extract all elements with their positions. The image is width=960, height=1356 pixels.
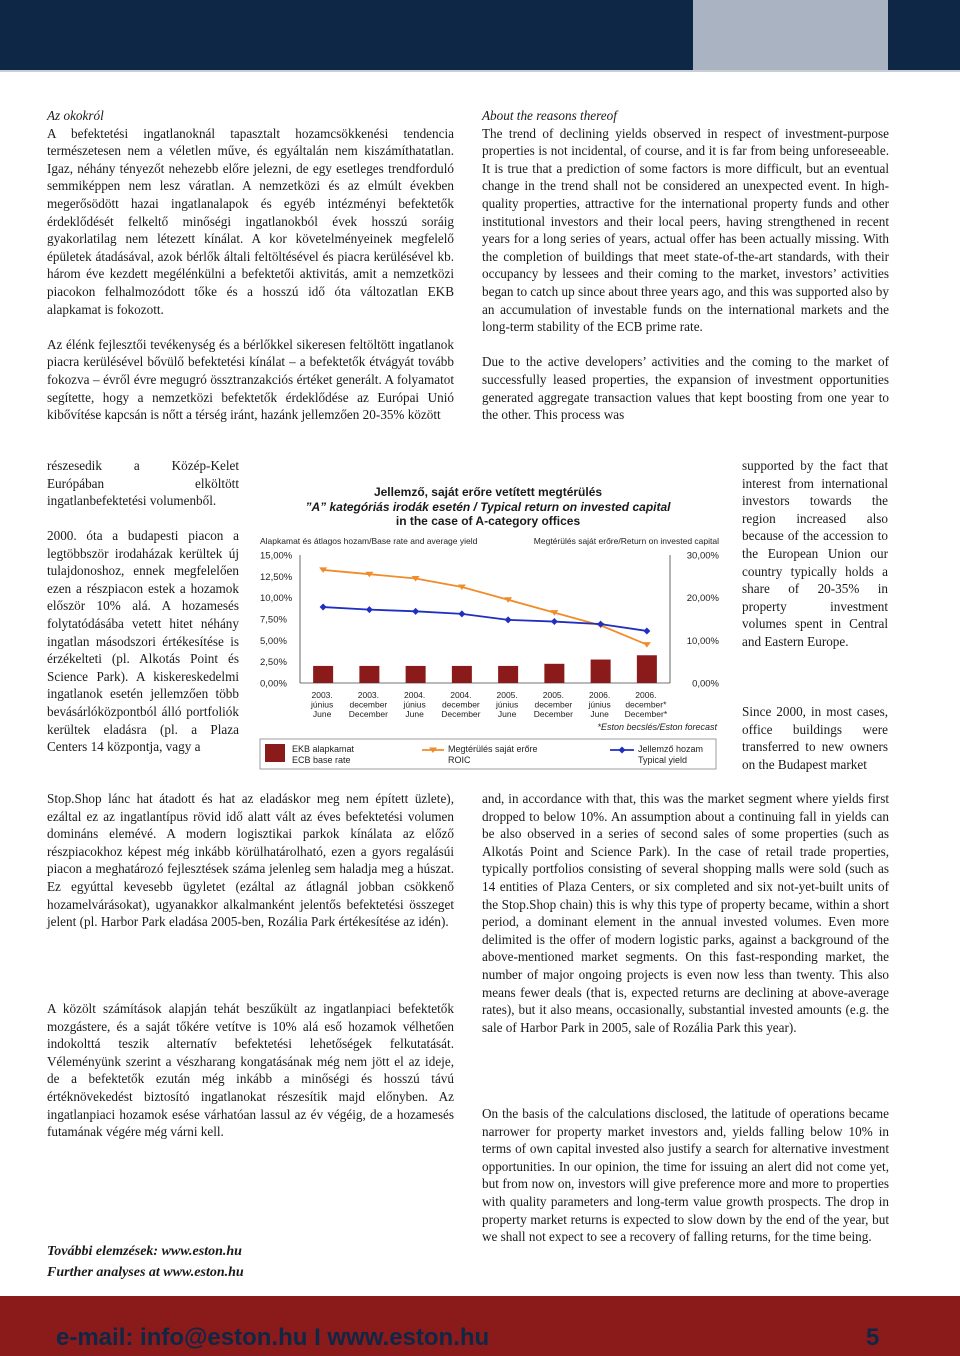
bar-ecb-base-rate [359,666,379,683]
paragraph-en-4-box [482,1105,889,1246]
legend-swatch-ecb [265,744,285,762]
x-tick-label: December* [624,709,668,719]
legend-ecb-label-1: EKB alapkamat [292,744,355,754]
legend-marker-typical-yield [619,747,626,754]
x-tick-label: június [588,699,611,710]
x-tick-label: december [534,699,573,710]
x-tick-label: 2005. [496,690,518,700]
legend-typical-yield-label-2: Typical yield [638,755,688,765]
x-tick-label: December [441,709,481,719]
x-tick-label: december [349,699,388,710]
header-divider [0,70,960,72]
paragraph-hu-4-box [47,1000,454,1141]
point-typical-yield [458,610,465,617]
paragraph-hu-2b-box [47,457,239,510]
paragraph-en-3b: and, in accordance with that, this was the market segment where yields first dropped to below 10%. An assumption about a continuing fall in yields can be also observed in a series of second sales of some properties (such as Alkotás Point and Science Park). In the case of retail trade properties, typically portfolios consisting of several shopping malls were sold (such as 14 entities of Plaza Centers, or six completed and six not-yet-built units of the Stop.Shop chain) this is why this type of property became, within a short period, a dominant element in the annual invested volumes. Even more delimited is the offer of modern logistic parks, against a background of the above-mentioned market segments. On this fast-responding market, the number of major ongoing projects is even now less than twenty. This also means fewer deals (that is, expected returns are declining at above-average rates), but it also means, occasionally, substantial invested amounts (e.g. the sale of Harbor Park in 2005, sale of Rozália Park this year). [482,791,889,1035]
left-tick-label: 2,50% [260,657,287,669]
x-tick-label: 2004. [450,690,472,700]
right-tick-label: 0,00% [692,678,719,690]
paragraph-en-2b: supported by the fact that interest from international investors towards the region increased also because of the accession to the European Union our country typically holds a share of 20-35% in property investment volumes spent in Central and Eastern Europe. [742,458,888,649]
legend-roic-label-1: Megtérülés saját erőre [448,744,538,754]
x-tick-label: December [533,709,573,719]
footer-contact [56,1324,489,1352]
yield-chart [250,482,726,782]
point-typical-yield [505,616,512,623]
x-tick-label: június [311,699,334,710]
x-tick-label: December [348,709,388,719]
left-tick-label: 10,00% [260,593,293,605]
paragraph-en-3a-box [742,703,888,773]
left-tick-label: 12,50% [260,571,293,583]
legend-typical-yield-label-1: Jellemző hozam [638,744,704,754]
further-analyses [47,1241,244,1283]
x-tick-label: 2006. [588,690,611,700]
right-tick-label: 20,00% [686,593,719,605]
section-heading-hu: Az okokról [47,108,104,123]
chart-title-line-1: Jellemző, saját erőre vetített megtérülés [373,485,603,499]
paragraph-hu-1: A befektetési ingatlanoknál tapasztalt hozamcsökkenési tendencia természetesen nem a véletlen műve, és egyáltalán nem kiszámíthatatlan. Igaz, néhány tényezőt nehezebb előre jelezni, de egy esetleges trendforduló semmiképpen nem lesz váratlan. A nemzetközi és az elmúlt években megerősödött hazai ingatlanalapok és egyéb intézményi befektetők érdeklődését felkeltő minőségi ingatlanokból évek hosszú soráig gyakorlatilag nem létezett kínálat. A kor követelményeinek megfelelő épületek átadásával, azok bérlők általi feltöltésével és piacra kerülésével kb. három éve kezdett megélénkülni a befektetői aktivitás, amit a nemzetközi piacokon felhalmozódott tőke és a hosszú idő óta változatlan EKB alapkamat is fokozott. [47,125,454,317]
point-roic [643,642,651,648]
legend-ecb-label-2: ECB base rate [292,755,351,765]
bar-ecb-base-rate [637,655,657,683]
point-typical-yield [412,608,419,615]
footer-email[interactable]: e-mail: info@eston.hu [56,1324,308,1351]
chart-footnote: *Eston becslés/Eston forecast [597,722,717,732]
hungarian-column [47,107,454,424]
x-tick-label: június [496,699,519,710]
paragraph-en-3a: Since 2000, in most cases, office buildings were transferred to new owners on the Budapest market [742,704,888,772]
bar-ecb-base-rate [452,666,472,683]
bar-ecb-base-rate [313,666,333,683]
paragraph-hu-3b-box [47,790,454,931]
chart-title-line-3: in the case of A-category offices [395,514,581,528]
x-tick-label: 2003. [311,690,333,700]
chart-title-line-2: ”A” kategóriás irodák esetén / Typical return on invested capital [305,499,671,514]
paragraph-hu-2b: részesedik a Közép-Kelet Európában elköltött ingatlanbefektetési volumenből. [47,458,239,509]
right-axis-title: Megtérülés saját erőre/Return on invested capital [533,536,719,546]
x-tick-label: 2003. [357,690,380,700]
paragraph-hu-2a: Az élénk fejlesztői tevékenység és a bérlőkkel sikeresen feltöltött ingatlanok piacra kerülésével bővülő befektetési kínálat – a befektetők étvágyát tovább fokozva – évről évre megugró össztranzakciós értéket generált. A folyamatot segítette, hogy a nemzetközi befektetők érdeklődése az Európai Unió kibővítése kapcsán is nőtt a térség iránt, hazánk jellemzően 20-35% között [47,336,454,423]
paragraph-hu-3a-box [47,527,239,756]
footer-separator: I [314,1324,321,1351]
footer-web[interactable]: www.eston.hu [327,1324,490,1351]
left-tick-label: 7,50% [260,614,287,626]
english-column [482,107,889,424]
x-tick-label: 2006. [635,690,657,700]
paragraph-en-1: The trend of declining yields observed in respect of investment-purpose properties is not incidental, of course, and it is far from being unforeseeable. It is true that a prediction of some factors is more difficult, but an eventual change in the trend shall not be considered an unexpected event. In high-quality properties, attractive for the international property funds and other institutional investors and their local peers, having strengthened in recent years for a long series of years, actual offer has been actually missing. With the completion of buildings that meet state-of-the-art standards, with their occupancy by lessees and their coming to the market, investors’ activities began to catch up since about three years ago, and this was supported also by an accumulation of investable funds on the international markets and the long-term stability of the ECB prime rate. [482,125,889,335]
paragraph-en-3b-box [482,790,889,1036]
point-typical-yield [366,606,373,613]
x-tick-label: 2005. [542,690,565,700]
left-axis-title: Alapkamat és átlagos hozam/Base rate and average yield [260,536,478,546]
header-bar-right [888,0,960,70]
right-tick-label: 30,00% [686,550,719,562]
section-heading-en: About the reasons thereof [482,108,617,123]
paragraph-hu-3b: Stop.Shop lánc hat átadott és hat az eladáskor meg nem épített üzlete), ezáltal ez az ingatlantípus rövid idő alatt vált az éves befektetési volumen domináns elemévé. A modern logisztikai parkok kínálata az előző részpiacokhoz képest még inkább körülhatárolható, ezen a gyors regalásúi piacon a meghatározó fejlesztések száma jelenleg sem haladja meg a húszat. Ez egyúttal kevesebb ügyletet (ezáltal az átlagnál jobban csökkenő hozamelvárásokat), ugyanakkor alkalmanként jelentős befektetési összeget jelent (pl. Harbor Park eladása 2005-ben, Rozália Park értékesítése az idén). [47,791,454,930]
x-tick-label: 2004. [403,690,426,700]
x-tick-label: June [590,709,609,719]
chart-canvas [250,482,726,782]
paragraph-hu-3a: 2000. óta a budapesti piacon a legtöbbször irodaházak kerültek új tulajdonoshoz, ennek megfelelően ezen a részpiacon estek a hozamok először 10% alá. A hozamesés folytatódásába vetett hitet néhány ingatlan másodszori értékesítése is érzékelteti (pl. Alkotás Point és Science Park). A kiskereskedelmi ingatlanok esetén jellemzően több bevásárlóközpontból álló portfoliók kerültek eladásra (pl. a Plaza Centers 14 központja, vagy a [47,528,239,755]
x-tick-label: december [441,699,480,710]
legend-roic-label-2: ROIC [448,755,471,765]
paragraph-en-2b-box [742,457,888,651]
header-bar-accent [693,0,888,70]
page-number: 5 [866,1324,880,1351]
paragraph-hu-4: A közölt számítások alapján tehát beszűkült az ingatlanpiaci befektetők mozgástere, és a saját tőkére vetítve is 10% alá eső hozamok vélhetően indokolttá teszik alternatív befektetési lehetőségek felkutatását. Véleményünk szerint a vészharang kongatásának még nem jött el az ideje, de a befektetők ezután még inkább a minőségi és hosszú távú értéknövekedést biztosító ingatlanokat részesítik majd előnyben. Az ingatlanpiaci hozamok esése várhatóan lassul az év végéig, de a hozamesés futamának végére még várni kell. [47,1001,454,1140]
bar-ecb-base-rate [498,666,518,683]
further-link-en[interactable]: Further analyses at www.eston.hu [47,1265,244,1280]
left-tick-label: 0,00% [260,678,287,690]
point-typical-yield [551,618,558,625]
point-typical-yield [320,604,327,611]
x-tick-label: June [312,709,332,719]
bar-ecb-base-rate [544,664,564,683]
paragraph-en-4: On the basis of the calculations disclosed, the latitude of operations became narrower for property market investors and, yields falling below 10% in terms of own capital invested also justify a search for alternative investment opportunities. In our opinion, the time for issuing an alert did not come yet, but from now on, investors will give preference more and more to properties with quality parameters and long-term value growth prospects. The drop in property market returns is expected to slow down by the end of the year, but we shall not expect to see a recovery of falling returns, for the time being. [482,1106,889,1245]
line-roic [323,570,647,645]
x-tick-label: június [403,699,426,710]
further-link-hu[interactable]: További elemzések: www.eston.hu [47,1244,242,1259]
paragraph-en-2a: Due to the active developers’ activities and the coming to the market of successfully leased properties, the expansion of investment opportunities generated aggregate transaction values that kept boosting from one year to the other. This process was [482,354,889,423]
x-tick-label: december* [625,699,667,710]
right-tick-label: 10,00% [686,635,719,647]
bar-ecb-base-rate [591,660,611,683]
header-bar [0,0,693,70]
left-tick-label: 5,00% [260,635,287,647]
bar-ecb-base-rate [406,666,426,683]
left-tick-label: 15,00% [260,550,293,562]
x-tick-label: June [497,709,517,719]
x-tick-label: June [405,709,424,719]
point-typical-yield [643,627,650,634]
